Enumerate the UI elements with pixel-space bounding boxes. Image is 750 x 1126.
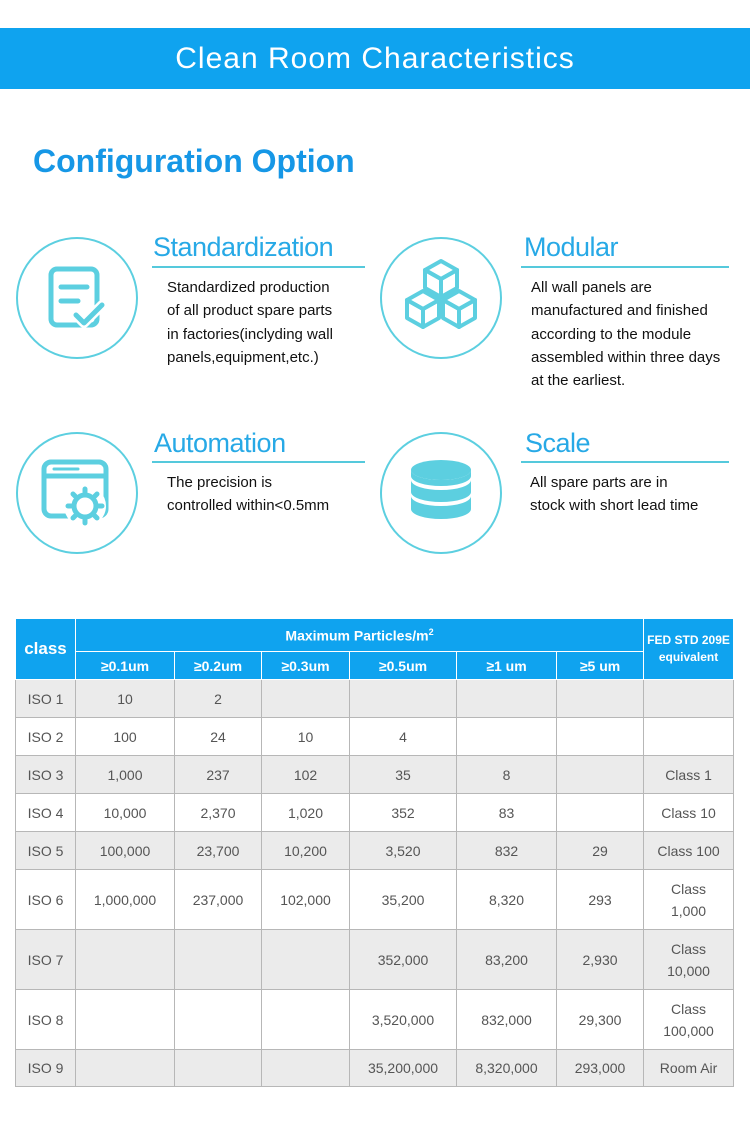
scale-title: Scale bbox=[525, 428, 591, 458]
iso-class-cell: ISO 4 bbox=[16, 794, 76, 832]
particle-count-cell: 293 bbox=[557, 870, 644, 930]
particle-count-cell bbox=[350, 680, 457, 718]
standardization-description bbox=[167, 276, 333, 369]
particle-count-cell: 832 bbox=[457, 832, 557, 870]
document-check-icon bbox=[18, 239, 136, 357]
iso-class-cell: ISO 8 bbox=[16, 990, 76, 1050]
standardization-icon-circle bbox=[16, 237, 138, 359]
particle-count-cell bbox=[557, 680, 644, 718]
particle-count-cell: 29 bbox=[557, 832, 644, 870]
particle-count-cell: 102,000 bbox=[262, 870, 350, 930]
fed-std-cell bbox=[644, 756, 734, 794]
iso-class-cell: ISO 3 bbox=[16, 756, 76, 794]
fed-std-header-line: equivalent bbox=[658, 650, 719, 664]
table-row bbox=[16, 1050, 734, 1087]
particle-count-cell: 23,700 bbox=[175, 832, 262, 870]
particle-count-cell: 3,520 bbox=[350, 832, 457, 870]
particle-count-cell: 10 bbox=[262, 718, 350, 756]
particle-count-cell bbox=[76, 930, 175, 990]
particle-count-cell bbox=[457, 680, 557, 718]
particle-count-cell: 1,020 bbox=[262, 794, 350, 832]
particle-count-cell: 8 bbox=[457, 756, 557, 794]
modular-title: Modular bbox=[524, 232, 619, 262]
particle-count-cell: 8,320,000 bbox=[457, 1050, 557, 1087]
fed-std-cell bbox=[644, 870, 734, 930]
stacked-disks-icon bbox=[382, 434, 500, 552]
particle-count-cell bbox=[76, 990, 175, 1050]
particle-count-cell: 24 bbox=[175, 718, 262, 756]
standardization-title: Standardization bbox=[153, 232, 334, 262]
particle-count-cell: 35,200,000 bbox=[350, 1050, 457, 1087]
iso-class-cell: ISO 2 bbox=[16, 718, 76, 756]
table-row bbox=[16, 794, 734, 832]
particle-count-cell bbox=[557, 794, 644, 832]
section-title: Configuration Option bbox=[33, 143, 355, 179]
browser-gear-icon bbox=[18, 434, 136, 552]
iso-class-cell: ISO 6 bbox=[16, 870, 76, 930]
description-line: All spare parts are in bbox=[530, 474, 668, 491]
fed-std-line: 1,000 bbox=[671, 902, 707, 919]
iso-class-cell: ISO 5 bbox=[16, 832, 76, 870]
particle-count-cell: 100,000 bbox=[76, 832, 175, 870]
particle-count-cell: 293,000 bbox=[557, 1050, 644, 1087]
description-line: All wall panels are bbox=[531, 279, 652, 296]
automation-icon-circle bbox=[16, 432, 138, 554]
particle-count-cell: 352 bbox=[350, 794, 457, 832]
particle-class-table bbox=[15, 618, 734, 1087]
fed-std-cell bbox=[644, 1050, 734, 1087]
particle-count-cell: 10,200 bbox=[262, 832, 350, 870]
description-line: controlled within<0.5mm bbox=[167, 497, 330, 515]
particle-size-header: ≥0.1um bbox=[76, 652, 175, 680]
particle-count-cell: 35,200 bbox=[350, 870, 457, 930]
particle-size-header: ≥0.2um bbox=[175, 652, 262, 680]
fed-std-line: Room Air bbox=[659, 1060, 718, 1076]
particle-count-cell: 102 bbox=[262, 756, 350, 794]
description-line: panels,equipment,etc.) bbox=[167, 348, 319, 366]
iso-class-cell: ISO 7 bbox=[16, 930, 76, 990]
particle-count-cell bbox=[175, 990, 262, 1050]
fed-std-cell bbox=[644, 990, 734, 1050]
fed-std-line: 100,000 bbox=[663, 1022, 714, 1039]
particle-count-cell bbox=[557, 756, 644, 794]
fed-std-cell bbox=[644, 832, 734, 870]
particle-count-cell bbox=[262, 1050, 350, 1087]
description-line: The precision is bbox=[167, 474, 273, 491]
table-row bbox=[16, 990, 734, 1050]
particle-count-cell: 29,300 bbox=[557, 990, 644, 1050]
table-row bbox=[16, 756, 734, 794]
particle-count-cell bbox=[175, 1050, 262, 1087]
fed-std-line: Class bbox=[671, 940, 707, 957]
particle-count-cell bbox=[262, 930, 350, 990]
particle-size-header: ≥0.3um bbox=[262, 652, 350, 680]
table-row bbox=[16, 832, 734, 870]
description-line: of all product spare parts bbox=[167, 302, 333, 320]
table-row bbox=[16, 870, 734, 930]
fed-std-line: Class bbox=[671, 1000, 707, 1017]
particle-count-cell bbox=[76, 1050, 175, 1087]
iso-class-cell: ISO 1 bbox=[16, 680, 76, 718]
automation-underline bbox=[152, 461, 365, 463]
particle-count-cell: 100 bbox=[76, 718, 175, 756]
max-particles-label: Maximum Particles/m bbox=[285, 627, 429, 644]
iso-class-cell: ISO 9 bbox=[16, 1050, 76, 1087]
particle-count-cell: 10,000 bbox=[76, 794, 175, 832]
particle-count-cell bbox=[557, 718, 644, 756]
description-line: Standardized production bbox=[167, 279, 330, 296]
particle-count-cell bbox=[175, 930, 262, 990]
fed-std-cell bbox=[644, 680, 734, 718]
particle-size-header: ≥1 um bbox=[457, 652, 557, 680]
scale-icon-circle bbox=[380, 432, 502, 554]
particle-count-cell: 2,930 bbox=[557, 930, 644, 990]
fed-std-line: Class 100 bbox=[657, 842, 720, 859]
particle-count-cell: 83 bbox=[457, 794, 557, 832]
description-line: stock with short lead time bbox=[530, 497, 699, 515]
particle-count-cell: 2 bbox=[175, 680, 262, 718]
modular-underline bbox=[521, 266, 729, 268]
description-line: in factories(inclyding wall bbox=[167, 325, 333, 343]
fed-std-line: Class 10 bbox=[661, 804, 716, 821]
page-banner: Clean Room Characteristics bbox=[0, 28, 750, 89]
fed-std-line: Class bbox=[671, 880, 707, 897]
max-particles-sup: 2 bbox=[428, 626, 434, 637]
particle-count-cell: 352,000 bbox=[350, 930, 457, 990]
description-line: assembled within three days bbox=[531, 348, 721, 366]
fed-std-header bbox=[644, 619, 734, 680]
max-particles-header bbox=[76, 619, 644, 652]
class-header: class bbox=[16, 619, 76, 680]
particle-count-cell: 4 bbox=[350, 718, 457, 756]
fed-std-line: 10,000 bbox=[667, 962, 710, 979]
particle-count-cell: 3,520,000 bbox=[350, 990, 457, 1050]
fed-std-cell bbox=[644, 794, 734, 832]
particle-count-cell bbox=[262, 680, 350, 718]
particle-count-cell: 8,320 bbox=[457, 870, 557, 930]
cubes-icon bbox=[382, 239, 500, 357]
table-row bbox=[16, 680, 734, 718]
fed-std-cell bbox=[644, 930, 734, 990]
particle-count-cell: 1,000 bbox=[76, 756, 175, 794]
fed-std-line: Class 1 bbox=[665, 766, 712, 783]
description-line: at the earliest. bbox=[531, 372, 626, 390]
particle-count-cell: 10 bbox=[76, 680, 175, 718]
particle-count-cell bbox=[262, 990, 350, 1050]
automation-description bbox=[167, 471, 329, 518]
particle-count-cell: 1,000,000 bbox=[76, 870, 175, 930]
fed-std-cell bbox=[644, 718, 734, 756]
modular-description bbox=[531, 276, 720, 392]
particle-size-header: ≥5 um bbox=[557, 652, 644, 680]
description-line: manufactured and finished bbox=[531, 302, 708, 320]
fed-std-header-line: FED STD 209E bbox=[647, 633, 730, 647]
particle-count-cell: 237 bbox=[175, 756, 262, 794]
scale-underline bbox=[521, 461, 729, 463]
particle-count-cell: 2,370 bbox=[175, 794, 262, 832]
modular-icon-circle bbox=[380, 237, 502, 359]
table-row bbox=[16, 718, 734, 756]
scale-description bbox=[530, 471, 698, 518]
table-row bbox=[16, 930, 734, 990]
particle-size-header: ≥0.5um bbox=[350, 652, 457, 680]
description-line: according to the module bbox=[531, 325, 692, 343]
particle-count-cell: 237,000 bbox=[175, 870, 262, 930]
standardization-underline bbox=[152, 266, 365, 268]
particle-count-cell: 832,000 bbox=[457, 990, 557, 1050]
particle-count-cell bbox=[457, 718, 557, 756]
automation-title: Automation bbox=[154, 428, 286, 458]
particle-count-cell: 35 bbox=[350, 756, 457, 794]
particle-count-cell: 83,200 bbox=[457, 930, 557, 990]
